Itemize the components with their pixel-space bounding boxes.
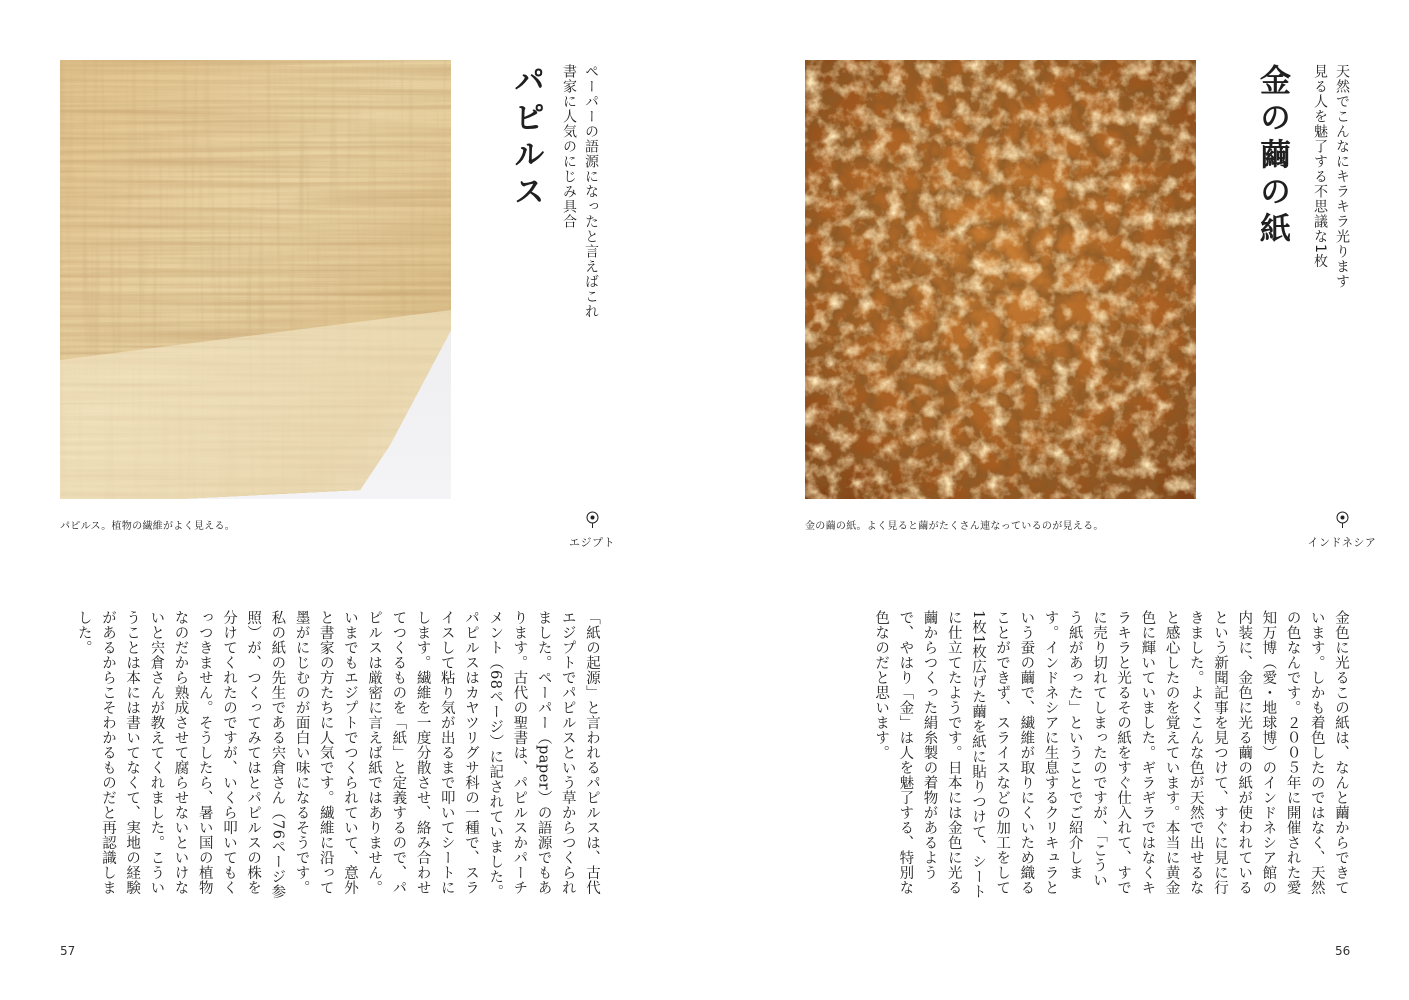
page-56 xyxy=(705,0,1409,1000)
gold-cocoon-title: 金の繭の紙 xyxy=(1254,64,1290,249)
papyrus-photo xyxy=(60,60,451,499)
location-indonesia xyxy=(1302,511,1382,550)
location-label: エジプト xyxy=(569,536,615,549)
location-pin-icon xyxy=(586,511,599,528)
papyrus-lead: ペーパーの語源になったと言えばこれ 書家に人気のにじみ具合 xyxy=(561,64,599,319)
page-number: 56 xyxy=(1335,944,1351,958)
location-pin-icon xyxy=(1336,511,1349,528)
location-egypt xyxy=(552,511,632,550)
gold-cocoon-body-text: 金色に光るこの紙は、なんと繭からできています。しかも着色したのではなく、天然の色なんです。２００５年に開催された愛知万博（愛・地球博）のインドネシア館の内装に、金色に光る繭の紙が使われているという新聞記事を見つけて、すぐに見に行きました。よくこんな色が天然で出せるなと感心したのを覚えています。本当に黄金色に輝いていました。ギラギラではなくキラキラと光るその紙をすぐ仕入れて、すでに売り切れてしまったのですが、「こういう紙があった」ということでご紹介します。インドネシアに生息するクリキュラという蚕の繭で、繊維が取りにくいため織ることができず、スライスなどの加工をして1枚1枚広げた繭を紙に貼りつけて、シートに仕立てたようです。日本には金色に光る繭からつくった絹糸製の着物があるようで、やはり「金」は人を魅了する、特別な色なのだと思います。 xyxy=(873,610,1349,900)
papyrus-body-text: 「紙の起源」と言われるパピルスは、古代エジプトでパピルスという草からつくられました。ペーパー（paper）の語源でもあります。古代の聖書は、パピルスかパーチメント（68ページ）に記されていました。パピルスはカヤツリグサ科の一種で、スライスして粘り気が出るまで叩いてシートにします。繊維を一度分散させ、絡み合わせてつくるものを「紙」と定義するので、パピルスは厳密に言えば紙ではありません。いまでもエジプトでつくられていて、意外と書家の方たちに人気です。繊維に沿って墨がにじむのが面白い味になるそうです。私の紙の先生である宍倉さん（76ページ参照）が、つくってみてはとパピルスの株を分けてくれたのですが、いくら叩いてもくっつきません。そうしたら、暑い国の植物なのだから熟成させて腐らせないといけないと宍倉さんが教えてくれました。こういうことは本には書いてなくて、実地の経験があるからこそわかるものだと再認識しました。 xyxy=(75,610,600,900)
page-57 xyxy=(0,0,704,1000)
gold-cocoon-caption: 金の繭の紙。よく見ると繭がたくさん連なっているのが見える。 xyxy=(805,521,1104,532)
papyrus-caption: パピルス。植物の繊維がよく見える。 xyxy=(60,521,236,532)
gold-cocoon-lead: 天然でこんなにキラキラ光ります 見る人を魅了する不思議な1枚 xyxy=(1312,64,1350,289)
papyrus-title: パピルス xyxy=(508,64,544,212)
gold-cocoon-paper-photo xyxy=(805,60,1196,499)
page-number: 57 xyxy=(60,944,76,958)
location-label: インドネシア xyxy=(1307,536,1377,549)
